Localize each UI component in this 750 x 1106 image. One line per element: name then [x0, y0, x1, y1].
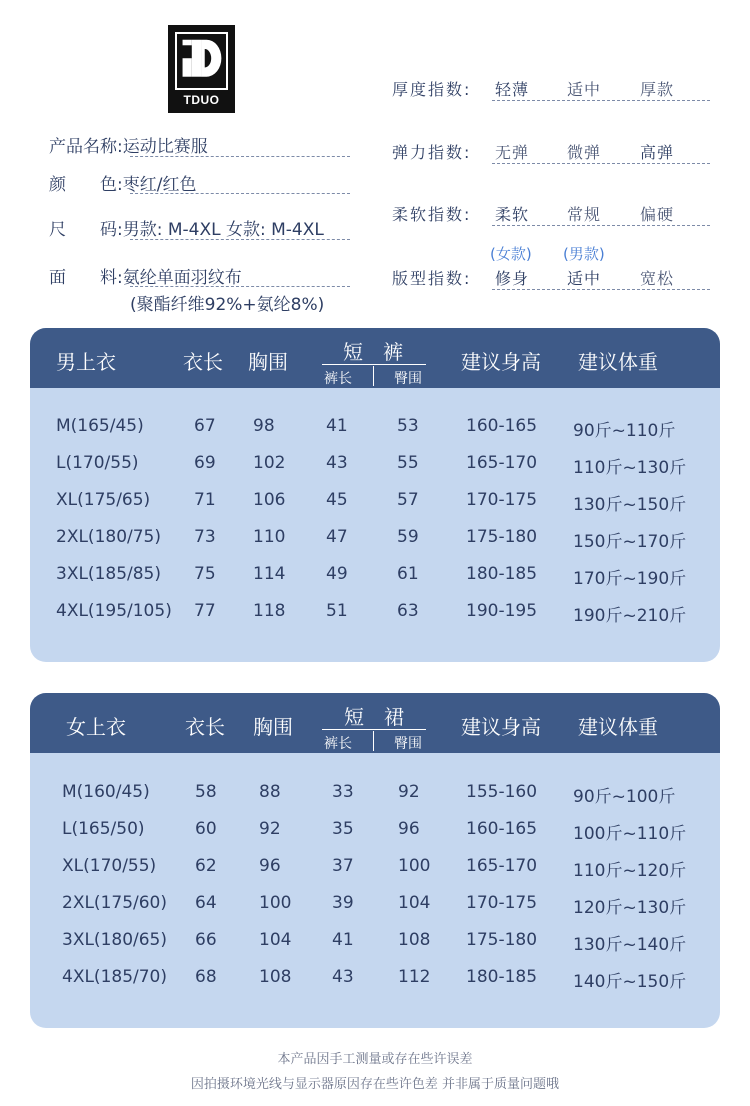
cell-bottom-hip: 92 — [398, 782, 420, 802]
brand-logo — [168, 25, 235, 113]
footer-note-color: 因拍摄环境光线与显示器原因存在些许色差 并非属于质量问题哦 — [190, 1077, 560, 1092]
cell-size: 4XL(185/70) — [62, 967, 168, 987]
cell-chest: 108 — [259, 967, 292, 987]
size-table-women — [30, 693, 720, 1028]
cell-length: 60 — [195, 819, 217, 839]
cell-weight: 140斤~150斤 — [573, 972, 687, 992]
cell-height: 165-170 — [466, 856, 538, 876]
product-color-row — [49, 170, 196, 195]
cell-weight: 120斤~130斤 — [573, 898, 687, 918]
cell-size: XL(175/65) — [56, 490, 151, 510]
cell-size: 2XL(180/75) — [56, 527, 162, 547]
spec-softness-label: 柔软指数: — [392, 205, 472, 224]
header-length: 衣长 — [185, 715, 225, 739]
cell-bottom-hip: 59 — [397, 527, 419, 547]
cell-length: 68 — [195, 967, 217, 987]
cell-bottom-length: 35 — [332, 819, 354, 839]
logo-d-icon — [177, 34, 226, 88]
header-height: 建议身高 — [461, 715, 541, 739]
cell-size: XL(170/55) — [62, 856, 157, 876]
cell-bottom-length: 41 — [332, 930, 354, 950]
spec-thickness-label: 厚度指数: — [392, 80, 472, 99]
cell-length: 58 — [195, 782, 217, 802]
cell-chest: 98 — [253, 416, 275, 436]
cell-chest: 104 — [259, 930, 292, 950]
cell-bottom-length: 47 — [326, 527, 348, 547]
cell-height: 160-165 — [466, 819, 538, 839]
header-bottom: 短 裤 — [343, 340, 403, 364]
header-bottom-hip: 臀围 — [394, 736, 422, 752]
cell-weight: 130斤~150斤 — [573, 495, 687, 515]
cell-size: 3XL(180/65) — [62, 930, 168, 950]
product-fabric-row — [49, 263, 242, 288]
cell-weight: 90斤~110斤 — [573, 421, 676, 441]
cell-height: 160-165 — [466, 416, 538, 436]
cell-size: 3XL(185/85) — [56, 564, 162, 584]
product-color-label: 颜 色: — [49, 175, 123, 195]
product-size-row — [49, 215, 324, 240]
cell-chest: 100 — [259, 893, 292, 913]
cell-weight: 110斤~130斤 — [573, 458, 687, 478]
product-color-underline — [130, 193, 350, 194]
header-length: 衣长 — [183, 350, 223, 374]
cell-bottom-length: 45 — [326, 490, 348, 510]
header-divider-h — [322, 729, 426, 730]
cell-size: L(170/55) — [56, 453, 139, 473]
spec-fit-option-3: 宽松 — [640, 269, 675, 288]
cell-height: 190-195 — [466, 601, 538, 621]
cell-weight: 170斤~190斤 — [573, 569, 687, 589]
size-table-men — [30, 328, 720, 662]
cell-length: 67 — [194, 416, 216, 436]
cell-bottom-hip: 57 — [397, 490, 419, 510]
product-name-label: 产品名称: — [49, 137, 123, 157]
spec-elasticity-underline — [492, 163, 710, 164]
spec-softness-option-1: 柔软 — [495, 205, 530, 224]
cell-length: 77 — [194, 601, 216, 621]
cell-weight: 150斤~170斤 — [573, 532, 687, 552]
header-bottom: 短 裙 — [344, 705, 404, 729]
spec-fit-label: 版型指数: — [392, 269, 472, 288]
spec-fit-underline — [492, 289, 710, 290]
cell-chest: 102 — [253, 453, 286, 473]
product-name-underline — [130, 156, 350, 157]
cell-bottom-length: 37 — [332, 856, 354, 876]
header-bottom-length: 裤长 — [324, 371, 352, 387]
cell-weight: 190斤~210斤 — [573, 606, 687, 626]
cell-bottom-hip: 96 — [398, 819, 420, 839]
product-fabric-underline — [130, 286, 350, 287]
cell-height: 180-185 — [466, 967, 538, 987]
cell-length: 62 — [195, 856, 217, 876]
product-fabric-value: 氨纶单面羽纹布 — [122, 268, 242, 288]
table-header — [30, 328, 720, 388]
cell-chest: 110 — [253, 527, 286, 547]
header-bottom-length: 裤长 — [324, 736, 352, 752]
header-divider-h — [322, 364, 426, 365]
header-weight: 建议体重 — [578, 715, 658, 739]
cell-bottom-hip: 104 — [398, 893, 431, 913]
cell-bottom-length: 43 — [326, 453, 348, 473]
product-name-value: 运动比赛服 — [122, 137, 208, 157]
cell-height: 165-170 — [466, 453, 538, 473]
cell-bottom-hip: 108 — [398, 930, 431, 950]
spec-thickness-option-1: 轻薄 — [495, 80, 530, 99]
cell-bottom-length: 41 — [326, 416, 348, 436]
footer-note-measurement: 本产品因手工测量或存在些许误差 — [277, 1052, 473, 1067]
cell-length: 71 — [194, 490, 216, 510]
cell-weight: 110斤~120斤 — [573, 861, 687, 881]
spec-thickness-underline — [492, 100, 710, 101]
header-bottom-hip: 臀围 — [394, 371, 422, 387]
cell-size: 4XL(195/105) — [56, 601, 172, 621]
header-height: 建议身高 — [461, 350, 541, 374]
logo-mark — [175, 32, 228, 90]
cell-chest: 96 — [259, 856, 281, 876]
cell-height: 155-160 — [466, 782, 538, 802]
cell-height: 170-175 — [466, 893, 538, 913]
cell-chest: 92 — [259, 819, 281, 839]
cell-bottom-length: 49 — [326, 564, 348, 584]
product-size-underline — [130, 239, 350, 240]
cell-size: M(160/45) — [62, 782, 150, 802]
cell-bottom-length: 51 — [326, 601, 348, 621]
cell-bottom-hip: 61 — [397, 564, 419, 584]
header-title: 男上衣 — [56, 350, 116, 374]
cell-bottom-length: 43 — [332, 967, 354, 987]
cell-bottom-hip: 63 — [397, 601, 419, 621]
product-size-value: 男款: M-4XL 女款: M-4XL — [122, 220, 324, 240]
cell-length: 66 — [195, 930, 217, 950]
cell-bottom-hip: 53 — [397, 416, 419, 436]
spec-softness-option-2: 常规 — [567, 205, 602, 224]
header-chest: 胸围 — [253, 715, 293, 739]
cell-bottom-length: 39 — [332, 893, 354, 913]
spec-elasticity-option-1: 无弹 — [495, 143, 530, 162]
spec-fit-tag-women: (女款) — [490, 245, 532, 263]
spec-elasticity-option-2: 微弹 — [567, 143, 602, 162]
cell-bottom-hip: 55 — [397, 453, 419, 473]
spec-softness-underline — [492, 225, 710, 226]
cell-size: L(165/50) — [62, 819, 145, 839]
cell-bottom-hip: 112 — [398, 967, 431, 987]
cell-weight: 130斤~140斤 — [573, 935, 687, 955]
spec-fit-option-2: 适中 — [567, 269, 602, 288]
header-divider-v — [373, 366, 374, 386]
product-fabric-detail: (聚酯纤维92%+氨纶8%) — [130, 295, 325, 315]
cell-chest: 106 — [253, 490, 286, 510]
cell-size: 2XL(175/60) — [62, 893, 168, 913]
cell-chest: 118 — [253, 601, 286, 621]
spec-fit-option-1: 修身 — [495, 269, 530, 288]
cell-size: M(165/45) — [56, 416, 144, 436]
product-name-row — [49, 132, 208, 157]
spec-elasticity-label: 弹力指数: — [392, 143, 472, 162]
cell-length: 73 — [194, 527, 216, 547]
cell-chest: 114 — [253, 564, 286, 584]
table-header — [30, 693, 720, 753]
header-title: 女上衣 — [66, 715, 126, 739]
header-chest: 胸围 — [248, 350, 288, 374]
cell-length: 69 — [194, 453, 216, 473]
spec-elasticity-option-3: 高弹 — [640, 143, 675, 162]
product-fabric-label: 面 料: — [49, 268, 123, 288]
cell-length: 64 — [195, 893, 217, 913]
header-divider-v — [373, 731, 374, 751]
cell-height: 170-175 — [466, 490, 538, 510]
cell-bottom-hip: 100 — [398, 856, 431, 876]
cell-height: 175-180 — [466, 930, 538, 950]
cell-height: 175-180 — [466, 527, 538, 547]
product-size-label: 尺 码: — [49, 220, 123, 240]
cell-weight: 100斤~110斤 — [573, 824, 687, 844]
cell-length: 75 — [194, 564, 216, 584]
spec-softness-option-3: 偏硬 — [640, 205, 675, 224]
cell-chest: 88 — [259, 782, 281, 802]
logo-text: TDUO — [183, 93, 220, 107]
cell-height: 180-185 — [466, 564, 538, 584]
spec-thickness-option-2: 适中 — [567, 80, 602, 99]
product-color-value: 枣红/红色 — [122, 175, 197, 195]
cell-bottom-length: 33 — [332, 782, 354, 802]
spec-fit-tag-men: (男款) — [563, 245, 605, 263]
spec-thickness-option-3: 厚款 — [640, 80, 675, 99]
cell-weight: 90斤~100斤 — [573, 787, 676, 807]
header-weight: 建议体重 — [578, 350, 658, 374]
